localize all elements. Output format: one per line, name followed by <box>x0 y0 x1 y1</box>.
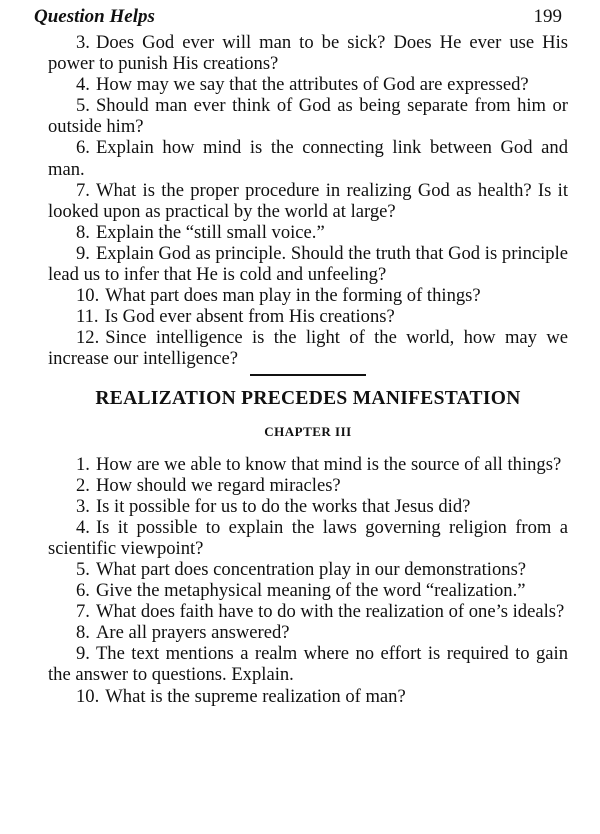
question-number: 12. <box>76 327 100 349</box>
question-number: 9. <box>76 242 90 264</box>
question-item <box>48 285 568 306</box>
question-number: 11. <box>76 306 99 328</box>
question-text: Explain how mind is the connecting link between God and man. <box>48 137 568 180</box>
question-item <box>48 95 568 137</box>
question-number: 3. <box>76 495 90 517</box>
question-number: 2. <box>76 474 90 496</box>
question-number: 3. <box>76 32 90 53</box>
running-head <box>34 6 568 32</box>
question-text: Does God ever will man to be sick? Does He ever use His power to punish His creations? <box>48 32 568 75</box>
book-page <box>34 6 568 707</box>
question-text: What does faith have to do with the realization of one’s ideals? <box>95 601 565 623</box>
question-item <box>48 74 568 95</box>
question-item <box>48 475 568 496</box>
question-item <box>48 622 568 643</box>
question-text: The text mentions a realm where no effort is required to gain the answer to questions. Explain. <box>48 643 568 686</box>
question-item <box>48 601 568 622</box>
page-number: 199 <box>533 6 562 27</box>
question-text: Should man ever think of God as being separate from him or outside him? <box>48 95 568 138</box>
question-text: How are we able to know that mind is the source of all things? <box>95 453 562 475</box>
question-text: What part does concentration play in our demonstrations? <box>95 558 527 580</box>
question-item <box>48 496 568 517</box>
question-number: 5. <box>76 95 90 117</box>
question-item <box>48 32 568 74</box>
question-item <box>48 327 568 369</box>
question-number: 4. <box>76 516 90 538</box>
question-text: What is the supreme realization of man? <box>105 685 406 707</box>
question-item <box>48 222 568 243</box>
question-item <box>48 180 568 222</box>
question-number: 9. <box>76 643 90 665</box>
question-text: How may we say that the attributes of God are expressed? <box>95 74 529 96</box>
question-number: 4. <box>76 74 90 96</box>
question-item <box>48 137 568 179</box>
question-number: 8. <box>76 622 90 644</box>
question-item <box>48 686 568 707</box>
chapter-label: CHAPTER III <box>264 423 352 439</box>
question-text: Are all prayers answered? <box>95 622 290 644</box>
question-text: Is it possible to explain the laws governing religion from a scientific viewpoint? <box>48 516 568 559</box>
running-title: Question Helps <box>34 6 155 27</box>
question-item <box>48 517 568 559</box>
question-text: Explain the “still small voice.” <box>95 221 325 243</box>
question-text: Since intelligence is the light of the world, how may we increase our intelligence? <box>48 327 568 370</box>
question-text: Is God ever absent from His creations? <box>104 306 395 328</box>
question-item <box>48 559 568 580</box>
question-number: 8. <box>76 221 90 243</box>
question-number: 10. <box>76 685 100 707</box>
question-text: Give the metaphysical meaning of the word “realization.” <box>95 580 526 602</box>
question-text: How should we regard miracles? <box>95 474 341 496</box>
question-number: 6. <box>76 580 90 602</box>
question-list-top <box>48 32 568 370</box>
question-number: 5. <box>76 558 90 580</box>
question-item <box>48 643 568 685</box>
question-list-bottom <box>48 454 568 707</box>
question-number: 7. <box>76 601 90 623</box>
section-title: REALIZATION PRECEDES MANIFESTATION <box>95 387 521 409</box>
question-text: What part does man play in the forming of things? <box>105 285 481 307</box>
question-number: 6. <box>76 137 90 159</box>
question-number: 7. <box>76 179 90 201</box>
question-text: Is it possible for us to do the works that Jesus did? <box>95 495 471 517</box>
question-number: 1. <box>76 453 90 475</box>
question-item <box>48 306 568 327</box>
question-item <box>48 243 568 285</box>
question-item <box>48 454 568 475</box>
question-number: 10. <box>76 285 100 307</box>
question-text: Explain God as principle. Should the truth that God is principle lead us to infer that He is cold and unfeeling? <box>48 242 568 286</box>
section-divider <box>250 374 366 376</box>
question-item <box>48 580 568 601</box>
question-text: What is the proper procedure in realizing God as health? Is it looked upon as practical by the world at large? <box>48 179 568 222</box>
